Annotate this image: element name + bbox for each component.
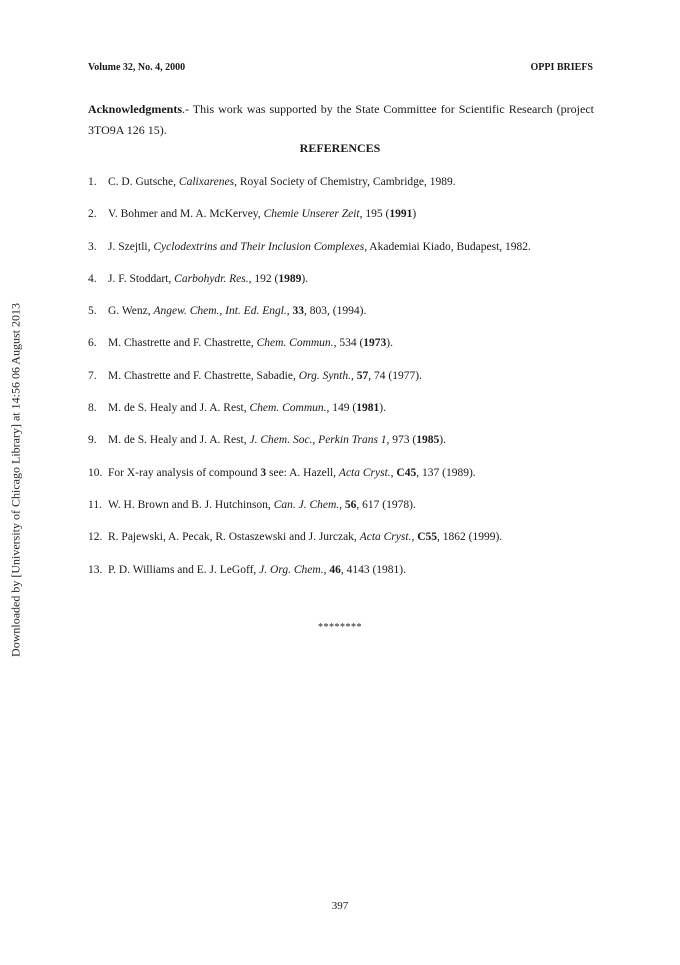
reference-item	[88, 563, 598, 595]
reference-source: Can. J. Chem.	[273, 498, 340, 511]
reference-pages: ,	[351, 369, 357, 382]
reference-item	[88, 401, 598, 433]
reference-volume-or-year: 1989	[278, 272, 302, 285]
reference-number: 13.	[88, 563, 103, 576]
reference-source: Calixarenes	[178, 176, 235, 188]
reference-volume-or-year: 1985	[416, 434, 440, 447]
reference-volume-or-year: 1991	[389, 208, 413, 221]
reference-authors: R. Pajewski, A. Pecak, R. Ostaszewski and J. Jurczak,	[108, 531, 360, 544]
reference-tail: ).	[301, 272, 309, 285]
reference-pages: , 192 (	[248, 272, 279, 285]
reference-pages: , 195 (	[359, 208, 390, 221]
reference-pages: ,	[390, 466, 397, 479]
reference-item	[88, 304, 598, 336]
reference-number: 2.	[88, 208, 97, 221]
reference-tail: )	[412, 208, 417, 221]
reference-source: Chemie Unserer Zeit	[263, 208, 360, 221]
reference-number: 4.	[88, 272, 97, 285]
reference-text: see: A. Hazell,	[266, 466, 339, 479]
reference-volume-or-year: 46	[329, 563, 341, 576]
reference-number: 1.	[88, 176, 97, 188]
running-header-journal: OPPI BRIEFS	[530, 62, 593, 73]
reference-number: 8.	[88, 402, 97, 415]
acknowledgments-text: .- This work was supported by the State Committee for Scientific Research (project 3TO9A 126 15).	[88, 102, 594, 137]
section-separator: ********	[318, 622, 362, 633]
reference-authors: M. Chastrette and F. Chastrette,	[108, 337, 257, 350]
reference-pages: ,	[286, 305, 293, 318]
reference-pages: , 534 (	[333, 337, 364, 350]
reference-compound-number: 3	[260, 466, 267, 479]
reference-number: 9.	[88, 434, 97, 447]
reference-source: Angew. Chem., Int. Ed. Engl.	[153, 305, 287, 318]
reference-source: Acta Cryst.	[338, 466, 391, 479]
reference-authors: M. de S. Healy and J. A. Rest,	[108, 402, 250, 415]
watermark-text: Downloaded by [University of Chicago Library] at 14:56 06 August 2013	[8, 303, 23, 657]
reference-authors: M. Chastrette and F. Chastrette, Sabadie,	[108, 369, 299, 382]
reference-item	[88, 530, 598, 562]
running-header-volume: Volume 32, No. 4, 2000	[88, 62, 186, 73]
reference-authors: V. Bohmer and M. A. McKervey,	[108, 208, 264, 221]
reference-volume-or-year: 33	[292, 305, 305, 318]
reference-number: 11.	[88, 498, 102, 511]
acknowledgments-paragraph	[88, 99, 594, 141]
reference-item	[88, 175, 598, 207]
references-list	[88, 175, 598, 595]
reference-source: Acta Cryst.	[359, 531, 412, 544]
reference-pages: ,	[339, 498, 345, 511]
reference-tail: , 74 (1977).	[368, 369, 422, 382]
reference-item	[88, 240, 598, 272]
reference-number: 5.	[88, 305, 97, 318]
reference-authors: J. Szejtli,	[108, 240, 154, 253]
reference-volume-or-year: C55	[417, 531, 437, 544]
reference-volume-or-year: 57	[356, 369, 369, 382]
reference-tail: , Royal Society of Chemistry, Cambridge, 1989.	[234, 176, 456, 188]
reference-pages: ,	[411, 531, 418, 544]
reference-tail: , 803, (1994).	[304, 305, 367, 318]
reference-item	[88, 207, 598, 239]
reference-item	[88, 272, 598, 304]
reference-source: Chem. Commun.	[256, 337, 334, 350]
reference-tail: , 137 (1989).	[416, 466, 476, 479]
reference-volume-or-year: 1981	[356, 402, 380, 415]
reference-pages: , 149 (	[326, 402, 357, 415]
reference-item	[88, 433, 598, 465]
reference-volume-or-year: 1973	[363, 337, 387, 350]
reference-authors: M. de S. Healy and J. A. Rest,	[108, 434, 250, 447]
reference-authors: J. F. Stoddart,	[108, 272, 175, 285]
reference-source: J. Org. Chem.	[259, 563, 324, 576]
reference-authors: W. H. Brown and B. J. Hutchinson,	[108, 498, 274, 511]
reference-number: 12.	[88, 531, 103, 544]
reference-volume-or-year: C45	[396, 466, 417, 479]
reference-tail: ).	[439, 434, 446, 447]
reference-number: 10.	[88, 466, 103, 479]
reference-source: Cyclodextrins and Their Inclusion Complexes	[153, 240, 365, 253]
reference-item	[88, 336, 598, 368]
reference-item	[88, 466, 598, 498]
reference-tail: , 617 (1978).	[356, 498, 416, 511]
reference-source: Carbohydr. Res.	[174, 272, 249, 285]
reference-item	[88, 498, 598, 530]
reference-item	[88, 369, 598, 401]
reference-number: 6.	[88, 337, 97, 350]
reference-volume-or-year: 56	[344, 498, 357, 511]
reference-authors: For X-ray analysis of compound	[108, 466, 261, 479]
reference-pages: ,	[323, 563, 330, 576]
reference-tail: ).	[379, 402, 386, 415]
reference-tail: ).	[386, 337, 393, 350]
reference-number: 3.	[88, 240, 97, 253]
reference-authors: G. Wenz,	[108, 305, 154, 318]
reference-authors: P. D. Williams and E. J. LeGoff,	[108, 563, 260, 576]
reference-tail: , 1862 (1999).	[437, 531, 503, 544]
reference-tail: , 4143 (1981).	[340, 563, 407, 576]
acknowledgments-label: Acknowledgments	[88, 102, 183, 116]
reference-tail: , Akademiai Kiado, Budapest, 1982.	[364, 240, 531, 253]
page-number: 397	[331, 900, 349, 912]
reference-authors: C. D. Gutsche,	[108, 176, 179, 188]
reference-pages: , 973 (	[386, 434, 417, 447]
reference-number: 7.	[88, 369, 97, 382]
reference-source: Chem. Commun.	[249, 402, 327, 415]
reference-source: Org. Synth.	[298, 369, 351, 382]
reference-source: J. Chem. Soc., Perkin Trans 1	[249, 434, 387, 447]
references-heading: REFERENCES	[299, 141, 381, 155]
